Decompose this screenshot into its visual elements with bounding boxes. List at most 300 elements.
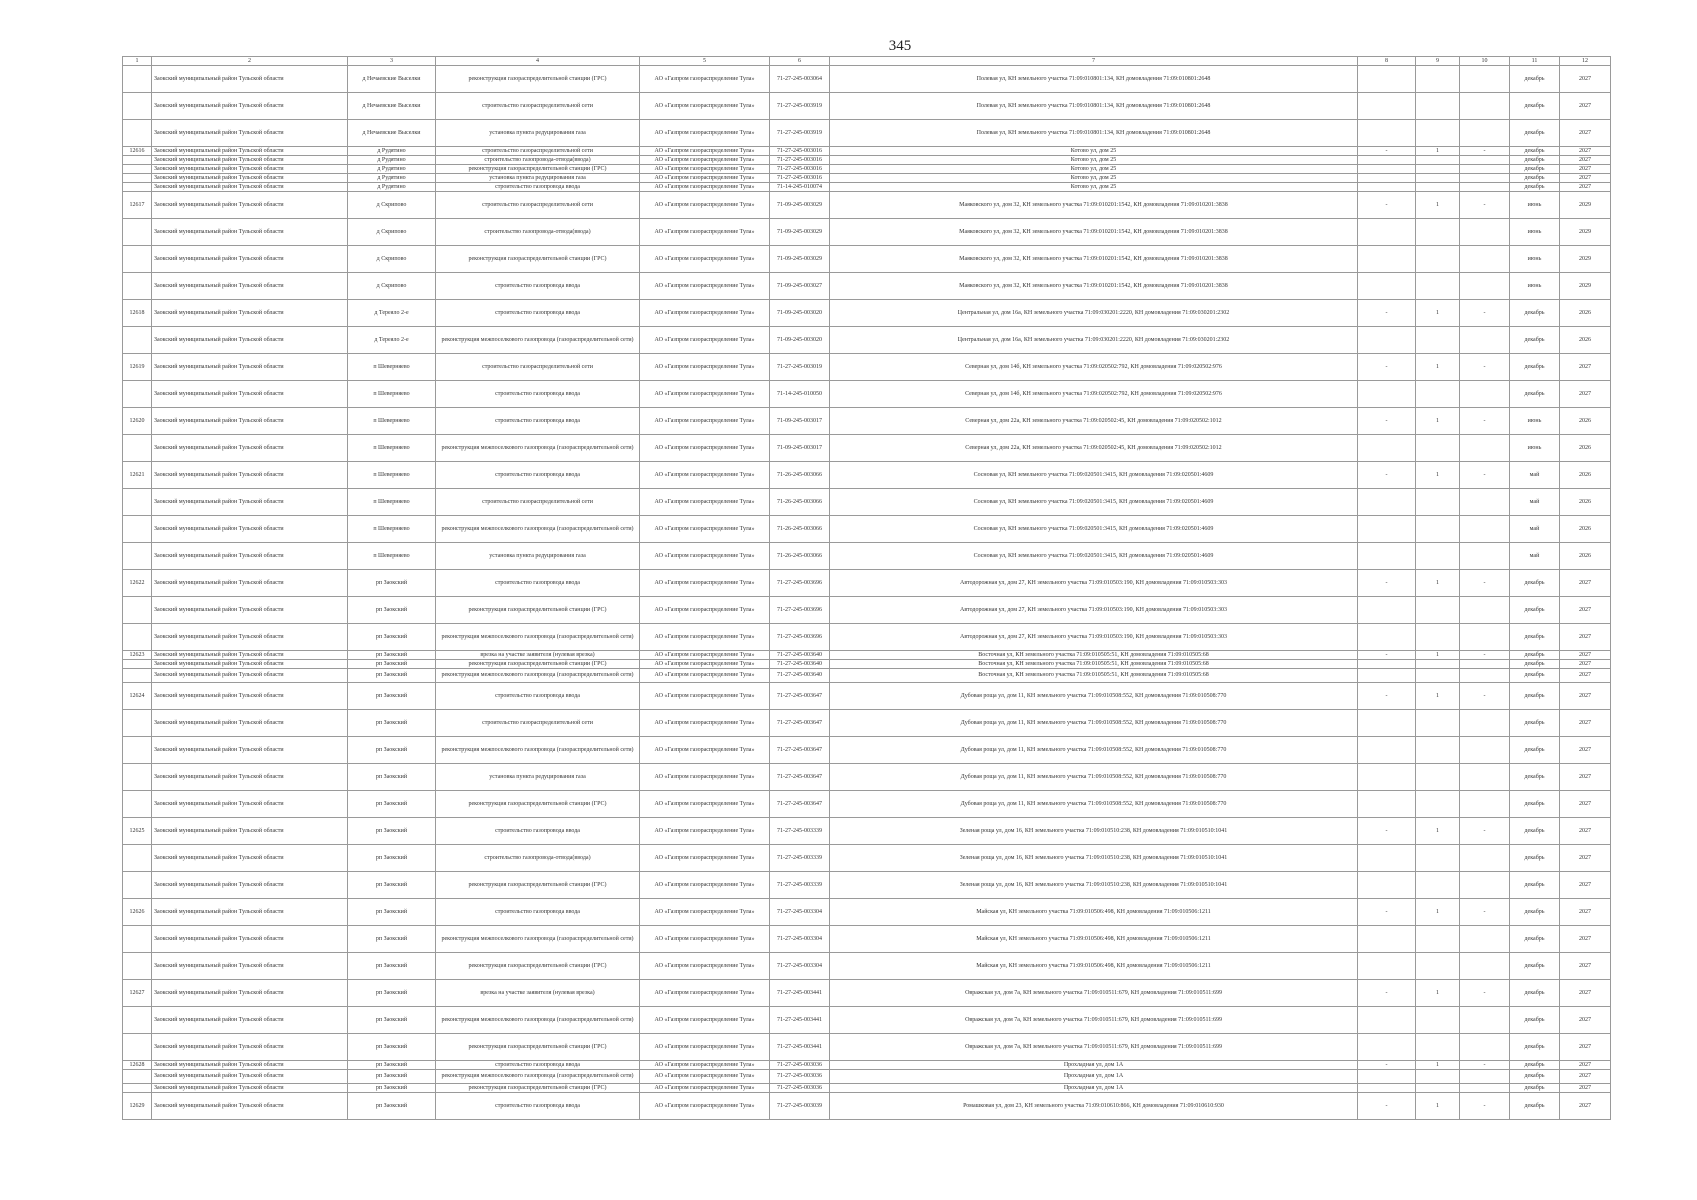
cell-col-9 <box>1416 66 1460 93</box>
cell-col-9 <box>1416 516 1460 543</box>
cell-application-number: 71-27-245-003647 <box>770 764 830 791</box>
cell-col-9: 1 <box>1416 683 1460 710</box>
table-row <box>123 93 1611 120</box>
cell-application-number: 71-27-245-003019 <box>770 354 830 381</box>
cell-work-type: реконструкция межпоселкового газопровода (газораспределительной сети) <box>436 669 640 683</box>
cell-col-10 <box>1460 953 1510 980</box>
cell-year: 2027 <box>1560 818 1611 845</box>
table-row <box>123 926 1611 953</box>
cell-month: декабрь <box>1510 899 1560 926</box>
cell-col-10: - <box>1460 570 1510 597</box>
cell-organization: АО «Газпром газораспределение Тула» <box>640 1034 770 1061</box>
cell-col-9 <box>1416 660 1460 669</box>
cell-organization: АО «Газпром газораспределение Тула» <box>640 791 770 818</box>
cell-col-9 <box>1416 872 1460 899</box>
cell-application-number: 71-27-245-003304 <box>770 953 830 980</box>
table-row <box>123 1061 1611 1070</box>
cell-month: декабрь <box>1510 737 1560 764</box>
cell-row-number <box>123 597 152 624</box>
cell-organization: АО «Газпром газораспределение Тула» <box>640 327 770 354</box>
cell-month: декабрь <box>1510 1093 1560 1120</box>
cell-work-type: строительство газопровода ввода <box>436 462 640 489</box>
cell-work-type: установка пункта редуцирования газа <box>436 120 640 147</box>
cell-col-10 <box>1460 183 1510 192</box>
cell-municipality: Заокский муниципальный район Тульской области <box>152 980 348 1007</box>
cell-col-8 <box>1358 219 1416 246</box>
cell-organization: АО «Газпром газораспределение Тула» <box>640 899 770 926</box>
cell-application-number: 71-26-245-003066 <box>770 516 830 543</box>
cell-application-number: 71-27-245-003339 <box>770 872 830 899</box>
table-row <box>123 624 1611 651</box>
cell-year: 2027 <box>1560 597 1611 624</box>
cell-row-number <box>123 669 152 683</box>
cell-col-8 <box>1358 1007 1416 1034</box>
cell-municipality: Заокский муниципальный район Тульской области <box>152 953 348 980</box>
cell-month: май <box>1510 462 1560 489</box>
cell-organization: АО «Газпром газораспределение Тула» <box>640 246 770 273</box>
cell-col-10: - <box>1460 651 1510 660</box>
cell-col-10: - <box>1460 192 1510 219</box>
cell-municipality: Заокский муниципальный район Тульской области <box>152 273 348 300</box>
cell-municipality: Заокский муниципальный район Тульской области <box>152 683 348 710</box>
cell-col-8 <box>1358 327 1416 354</box>
table-row <box>123 845 1611 872</box>
cell-col-9 <box>1416 120 1460 147</box>
cell-col-9 <box>1416 791 1460 818</box>
cell-settlement: п Шеверняево <box>348 489 436 516</box>
cell-settlement: рп Заокский <box>348 651 436 660</box>
cell-row-number <box>123 381 152 408</box>
cell-organization: АО «Газпром газораспределение Тула» <box>640 219 770 246</box>
cell-month: декабрь <box>1510 1007 1560 1034</box>
cell-municipality: Заокский муниципальный район Тульской области <box>152 147 348 156</box>
cell-col-10 <box>1460 516 1510 543</box>
cell-application-number: 71-27-245-003039 <box>770 1093 830 1120</box>
cell-municipality: Заокский муниципальный район Тульской области <box>152 1034 348 1061</box>
cell-municipality: Заокский муниципальный район Тульской области <box>152 165 348 174</box>
cell-col-8 <box>1358 120 1416 147</box>
cell-application-number: 71-14-245-010074 <box>770 183 830 192</box>
cell-address: Маяковского ул, дом 32, КН земельного участка 71:09:010201:1542, КН домовладения 71:09:010201:3838 <box>830 246 1358 273</box>
cell-year: 2026 <box>1560 435 1611 462</box>
cell-municipality: Заокский муниципальный район Тульской области <box>152 543 348 570</box>
cell-settlement: рп Заокский <box>348 818 436 845</box>
cell-col-9: 1 <box>1416 651 1460 660</box>
cell-year: 2027 <box>1560 174 1611 183</box>
table-row <box>123 66 1611 93</box>
table-row <box>123 953 1611 980</box>
cell-application-number: 71-27-245-003016 <box>770 147 830 156</box>
cell-municipality: Заокский муниципальный район Тульской области <box>152 791 348 818</box>
cell-settlement: рп Заокский <box>348 791 436 818</box>
table-row <box>123 980 1611 1007</box>
cell-col-10: - <box>1460 1093 1510 1120</box>
cell-row-number: 12621 <box>123 462 152 489</box>
cell-row-number: 12627 <box>123 980 152 1007</box>
cell-address: Прохладная ул, дом 1А <box>830 1061 1358 1070</box>
cell-month: декабрь <box>1510 980 1560 1007</box>
cell-application-number: 71-27-245-003640 <box>770 669 830 683</box>
cell-month: декабрь <box>1510 174 1560 183</box>
cell-col-10 <box>1460 381 1510 408</box>
cell-col-9 <box>1416 174 1460 183</box>
cell-row-number <box>123 183 152 192</box>
cell-municipality: Заокский муниципальный район Тульской области <box>152 183 348 192</box>
cell-work-type: установка пункта редуцирования газа <box>436 764 640 791</box>
cell-col-10 <box>1460 660 1510 669</box>
cell-col-8 <box>1358 669 1416 683</box>
cell-month: декабрь <box>1510 156 1560 165</box>
column-header: 6 <box>770 57 830 66</box>
cell-year: 2027 <box>1560 845 1611 872</box>
table-row <box>123 899 1611 926</box>
cell-col-8 <box>1358 764 1416 791</box>
cell-address: Автодорожная ул, дом 27, КН земельного участка 71:09:010503:190, КН домовладения 71:09:010503:303 <box>830 624 1358 651</box>
cell-settlement: рп Заокский <box>348 710 436 737</box>
cell-col-9 <box>1416 597 1460 624</box>
cell-col-10 <box>1460 156 1510 165</box>
cell-month: июнь <box>1510 408 1560 435</box>
cell-col-8 <box>1358 543 1416 570</box>
cell-col-8: - <box>1358 683 1416 710</box>
cell-municipality: Заокский муниципальный район Тульской области <box>152 764 348 791</box>
cell-col-9 <box>1416 953 1460 980</box>
cell-row-number: 12619 <box>123 354 152 381</box>
cell-organization: АО «Газпром газораспределение Тула» <box>640 1007 770 1034</box>
cell-municipality: Заокский муниципальный район Тульской области <box>152 66 348 93</box>
cell-col-10 <box>1460 926 1510 953</box>
table-body <box>123 57 1611 1120</box>
cell-address: Котово ул, дом 25 <box>830 156 1358 165</box>
cell-application-number: 71-27-245-003016 <box>770 156 830 165</box>
cell-settlement: д Рудятино <box>348 183 436 192</box>
cell-organization: АО «Газпром газораспределение Тула» <box>640 147 770 156</box>
cell-address: Котово ул, дом 25 <box>830 174 1358 183</box>
cell-col-10 <box>1460 845 1510 872</box>
cell-month: декабрь <box>1510 1061 1560 1070</box>
cell-application-number: 71-27-245-003064 <box>770 66 830 93</box>
cell-work-type: реконструкция газораспределительной станции (ГРС) <box>436 953 640 980</box>
cell-address: Автодорожная ул, дом 27, КН земельного участка 71:09:010503:190, КН домовладения 71:09:010503:303 <box>830 570 1358 597</box>
cell-col-10 <box>1460 872 1510 899</box>
cell-year: 2027 <box>1560 93 1611 120</box>
cell-col-8 <box>1358 183 1416 192</box>
cell-organization: АО «Газпром газораспределение Тула» <box>640 624 770 651</box>
cell-settlement: рп Заокский <box>348 980 436 1007</box>
cell-settlement: п Шеверняево <box>348 543 436 570</box>
cell-organization: АО «Газпром газораспределение Тула» <box>640 273 770 300</box>
cell-settlement: рп Заокский <box>348 570 436 597</box>
cell-address: Дубовая роща ул, дом 11, КН земельного участка 71:09:010508:552, КН домовладения 71:09:010508:770 <box>830 683 1358 710</box>
cell-col-8: - <box>1358 147 1416 156</box>
cell-work-type: реконструкция межпоселкового газопровода (газораспределительной сети) <box>436 516 640 543</box>
cell-application-number: 71-27-245-003647 <box>770 710 830 737</box>
cell-municipality: Заокский муниципальный район Тульской области <box>152 489 348 516</box>
cell-year: 2026 <box>1560 300 1611 327</box>
cell-application-number: 71-27-245-003036 <box>770 1084 830 1093</box>
cell-settlement: д Нечаевские Выселки <box>348 66 436 93</box>
table-row <box>123 516 1611 543</box>
cell-col-10 <box>1460 489 1510 516</box>
cell-year: 2029 <box>1560 192 1611 219</box>
cell-col-8 <box>1358 1070 1416 1084</box>
cell-row-number: 12616 <box>123 147 152 156</box>
cell-application-number: 71-26-245-003066 <box>770 543 830 570</box>
cell-col-10 <box>1460 219 1510 246</box>
cell-application-number: 71-27-245-003919 <box>770 120 830 147</box>
cell-col-10 <box>1460 93 1510 120</box>
cell-address: Ромашковая ул, дом 23, КН земельного участка 71:09:010610:866, КН домовладения 71:09:010610:930 <box>830 1093 1358 1120</box>
cell-work-type: реконструкция газораспределительной станции (ГРС) <box>436 246 640 273</box>
cell-col-10 <box>1460 624 1510 651</box>
cell-organization: АО «Газпром газораспределение Тула» <box>640 354 770 381</box>
cell-col-10: - <box>1460 1061 1510 1070</box>
page-number: 345 <box>888 38 912 54</box>
cell-work-type: реконструкция газораспределительной станции (ГРС) <box>436 66 640 93</box>
cell-municipality: Заокский муниципальный район Тульской области <box>152 192 348 219</box>
cell-row-number <box>123 489 152 516</box>
cell-work-type: реконструкция межпоселкового газопровода (газораспределительной сети) <box>436 926 640 953</box>
cell-settlement: рп Заокский <box>348 926 436 953</box>
cell-settlement: д Нечаевские Выселки <box>348 120 436 147</box>
cell-month: декабрь <box>1510 660 1560 669</box>
cell-month: июнь <box>1510 273 1560 300</box>
cell-organization: АО «Газпром газораспределение Тула» <box>640 93 770 120</box>
cell-work-type: реконструкция межпоселкового газопровода (газораспределительной сети) <box>436 1007 640 1034</box>
cell-year: 2029 <box>1560 246 1611 273</box>
cell-settlement: рп Заокский <box>348 683 436 710</box>
cell-col-9 <box>1416 381 1460 408</box>
cell-application-number: 71-14-245-010050 <box>770 381 830 408</box>
cell-year: 2027 <box>1560 651 1611 660</box>
cell-municipality: Заокский муниципальный район Тульской области <box>152 435 348 462</box>
cell-year: 2027 <box>1560 710 1611 737</box>
cell-organization: АО «Газпром газораспределение Тула» <box>640 174 770 183</box>
cell-col-10 <box>1460 710 1510 737</box>
cell-settlement: рп Заокский <box>348 1007 436 1034</box>
cell-work-type: реконструкция межпоселкового газопровода (газораспределительной сети) <box>436 435 640 462</box>
column-header: 1 <box>123 57 152 66</box>
cell-col-8 <box>1358 624 1416 651</box>
cell-col-10: - <box>1460 980 1510 1007</box>
cell-municipality: Заокский муниципальный район Тульской области <box>152 462 348 489</box>
cell-month: май <box>1510 489 1560 516</box>
cell-municipality: Заокский муниципальный район Тульской области <box>152 246 348 273</box>
cell-year: 2027 <box>1560 669 1611 683</box>
cell-month: декабрь <box>1510 872 1560 899</box>
cell-settlement: рп Заокский <box>348 872 436 899</box>
cell-row-number <box>123 660 152 669</box>
cell-col-8: - <box>1358 651 1416 660</box>
cell-municipality: Заокский муниципальный район Тульской области <box>152 156 348 165</box>
cell-organization: АО «Газпром газораспределение Тула» <box>640 435 770 462</box>
cell-application-number: 71-27-245-003016 <box>770 165 830 174</box>
cell-year: 2026 <box>1560 489 1611 516</box>
cell-organization: АО «Газпром газораспределение Тула» <box>640 953 770 980</box>
cell-month: декабрь <box>1510 93 1560 120</box>
cell-col-10: - <box>1460 354 1510 381</box>
table-row <box>123 651 1611 660</box>
cell-municipality: Заокский муниципальный район Тульской области <box>152 219 348 246</box>
cell-work-type: реконструкция межпоселкового газопровода (газораспределительной сети) <box>436 327 640 354</box>
cell-application-number: 71-26-245-003066 <box>770 489 830 516</box>
cell-application-number: 71-27-245-003016 <box>770 174 830 183</box>
cell-col-8 <box>1358 489 1416 516</box>
cell-month: декабрь <box>1510 570 1560 597</box>
cell-col-9 <box>1416 624 1460 651</box>
table-header-row <box>123 57 1611 66</box>
table-row <box>123 683 1611 710</box>
table-row <box>123 1084 1611 1093</box>
cell-row-number: 12623 <box>123 651 152 660</box>
cell-col-10: - <box>1460 147 1510 156</box>
cell-settlement: п Шеверняево <box>348 381 436 408</box>
cell-col-9 <box>1416 489 1460 516</box>
cell-col-8 <box>1358 1034 1416 1061</box>
cell-col-9 <box>1416 327 1460 354</box>
cell-application-number: 71-09-245-003017 <box>770 408 830 435</box>
cell-col-8 <box>1358 381 1416 408</box>
cell-month: июнь <box>1510 246 1560 273</box>
cell-col-10 <box>1460 246 1510 273</box>
table-row <box>123 462 1611 489</box>
cell-settlement: д Скрипово <box>348 219 436 246</box>
table-row <box>123 791 1611 818</box>
cell-settlement: рп Заокский <box>348 1084 436 1093</box>
cell-organization: АО «Газпром газораспределение Тула» <box>640 381 770 408</box>
cell-settlement: рп Заокский <box>348 1070 436 1084</box>
cell-year: 2029 <box>1560 219 1611 246</box>
cell-organization: АО «Газпром газораспределение Тула» <box>640 872 770 899</box>
cell-row-number <box>123 710 152 737</box>
cell-col-8: - <box>1358 354 1416 381</box>
cell-application-number: 71-27-245-003696 <box>770 624 830 651</box>
cell-address: Северная ул, дом 14б, КН земельного участка 71:09:020502:792, КН домовладения 71:09:020502:976 <box>830 354 1358 381</box>
cell-col-9 <box>1416 435 1460 462</box>
cell-work-type: строительство газопровода ввода <box>436 899 640 926</box>
cell-municipality: Заокский муниципальный район Тульской области <box>152 516 348 543</box>
cell-month: декабрь <box>1510 183 1560 192</box>
cell-address: Сосновая ул, КН земельного участка 71:09:020501:3415, КН домовладения 71:09:020501:4609 <box>830 489 1358 516</box>
cell-municipality: Заокский муниципальный район Тульской области <box>152 926 348 953</box>
cell-col-9 <box>1416 1070 1460 1084</box>
cell-month: декабрь <box>1510 818 1560 845</box>
cell-year: 2027 <box>1560 1084 1611 1093</box>
cell-municipality: Заокский муниципальный район Тульской области <box>152 570 348 597</box>
cell-application-number: 71-27-245-003696 <box>770 597 830 624</box>
cell-municipality: Заокский муниципальный район Тульской области <box>152 737 348 764</box>
table-row <box>123 354 1611 381</box>
cell-work-type: реконструкция газораспределительной станции (ГРС) <box>436 165 640 174</box>
cell-row-number <box>123 1034 152 1061</box>
cell-settlement: д Скрипово <box>348 273 436 300</box>
table-row <box>123 1093 1611 1120</box>
table-row <box>123 669 1611 683</box>
cell-month: декабрь <box>1510 710 1560 737</box>
cell-organization: АО «Газпром газораспределение Тула» <box>640 980 770 1007</box>
cell-municipality: Заокский муниципальный район Тульской области <box>152 381 348 408</box>
cell-col-9 <box>1416 737 1460 764</box>
cell-settlement: рп Заокский <box>348 899 436 926</box>
cell-col-9 <box>1416 926 1460 953</box>
cell-month: декабрь <box>1510 354 1560 381</box>
cell-row-number <box>123 66 152 93</box>
cell-col-10: - <box>1460 683 1510 710</box>
cell-municipality: Заокский муниципальный район Тульской области <box>152 660 348 669</box>
cell-application-number: 71-27-245-003304 <box>770 926 830 953</box>
cell-organization: АО «Газпром газораспределение Тула» <box>640 818 770 845</box>
cell-settlement: д Тереяло 2-е <box>348 327 436 354</box>
cell-application-number: 71-27-245-003441 <box>770 980 830 1007</box>
cell-col-10 <box>1460 174 1510 183</box>
cell-col-10 <box>1460 66 1510 93</box>
cell-work-type: строительство газопровода ввода <box>436 683 640 710</box>
cell-year: 2027 <box>1560 165 1611 174</box>
cell-col-8: - <box>1358 1061 1416 1070</box>
cell-application-number: 71-27-245-003339 <box>770 845 830 872</box>
table-row <box>123 435 1611 462</box>
cell-col-9: 1 <box>1416 1061 1460 1070</box>
cell-municipality: Заокский муниципальный район Тульской области <box>152 1084 348 1093</box>
cell-address: Прохладная ул, дом 1А <box>830 1070 1358 1084</box>
cell-address: Сосновая ул, КН земельного участка 71:09:020501:3415, КН домовладения 71:09:020501:4609 <box>830 543 1358 570</box>
column-header: 5 <box>640 57 770 66</box>
cell-municipality: Заокский муниципальный район Тульской области <box>152 818 348 845</box>
cell-col-10: - <box>1460 408 1510 435</box>
cell-month: декабрь <box>1510 165 1560 174</box>
cell-organization: АО «Газпром газораспределение Тула» <box>640 651 770 660</box>
cell-application-number: 71-09-245-003029 <box>770 219 830 246</box>
cell-col-9: 1 <box>1416 1093 1460 1120</box>
cell-month: декабрь <box>1510 953 1560 980</box>
cell-year: 2027 <box>1560 737 1611 764</box>
cell-municipality: Заокский муниципальный район Тульской области <box>152 327 348 354</box>
cell-address: Маяковского ул, дом 32, КН земельного участка 71:09:010201:1542, КН домовладения 71:09:010201:3838 <box>830 219 1358 246</box>
cell-application-number: 71-27-245-003640 <box>770 660 830 669</box>
cell-month: декабрь <box>1510 327 1560 354</box>
cell-work-type: установка пункта редуцирования газа <box>436 174 640 183</box>
cell-address: Северная ул, дом 22а, КН земельного участка 71:09:020502:45, КН домовладения 71:09:020502:1012 <box>830 435 1358 462</box>
cell-work-type: реконструкция межпоселкового газопровода (газораспределительной сети) <box>436 1070 640 1084</box>
cell-col-10 <box>1460 273 1510 300</box>
table-row <box>123 273 1611 300</box>
cell-address: Дубовая роща ул, дом 11, КН земельного участка 71:09:010508:552, КН домовладения 71:09:010508:770 <box>830 764 1358 791</box>
cell-application-number: 71-09-245-003020 <box>770 327 830 354</box>
cell-work-type: строительство газораспределительной сети <box>436 147 640 156</box>
cell-address: Восточная ул, КН земельного участка 71:09:010505:51, КН домовладения 71:09:010505:68 <box>830 669 1358 683</box>
cell-municipality: Заокский муниципальный район Тульской области <box>152 1093 348 1120</box>
cell-address: Овражская ул, дом 7а, КН земельного участка 71:09:010511:679, КН домовладения 71:09:010511:699 <box>830 980 1358 1007</box>
cell-organization: АО «Газпром газораспределение Тула» <box>640 660 770 669</box>
cell-work-type: строительство газопровода ввода <box>436 273 640 300</box>
cell-settlement: д Тереяло 2-е <box>348 300 436 327</box>
cell-col-10: - <box>1460 818 1510 845</box>
cell-organization: АО «Газпром газораспределение Тула» <box>640 1070 770 1084</box>
cell-col-10 <box>1460 1007 1510 1034</box>
column-header: 7 <box>830 57 1358 66</box>
cell-col-9 <box>1416 669 1460 683</box>
cell-col-10 <box>1460 764 1510 791</box>
cell-application-number: 71-09-245-003017 <box>770 435 830 462</box>
cell-col-9 <box>1416 845 1460 872</box>
cell-year: 2027 <box>1560 764 1611 791</box>
cell-year: 2027 <box>1560 1034 1611 1061</box>
cell-month: декабрь <box>1510 597 1560 624</box>
cell-address: Восточная ул, КН земельного участка 71:09:010505:51, КН домовладения 71:09:010505:68 <box>830 660 1358 669</box>
cell-year: 2027 <box>1560 147 1611 156</box>
cell-col-10: - <box>1460 899 1510 926</box>
cell-organization: АО «Газпром газораспределение Тула» <box>640 926 770 953</box>
